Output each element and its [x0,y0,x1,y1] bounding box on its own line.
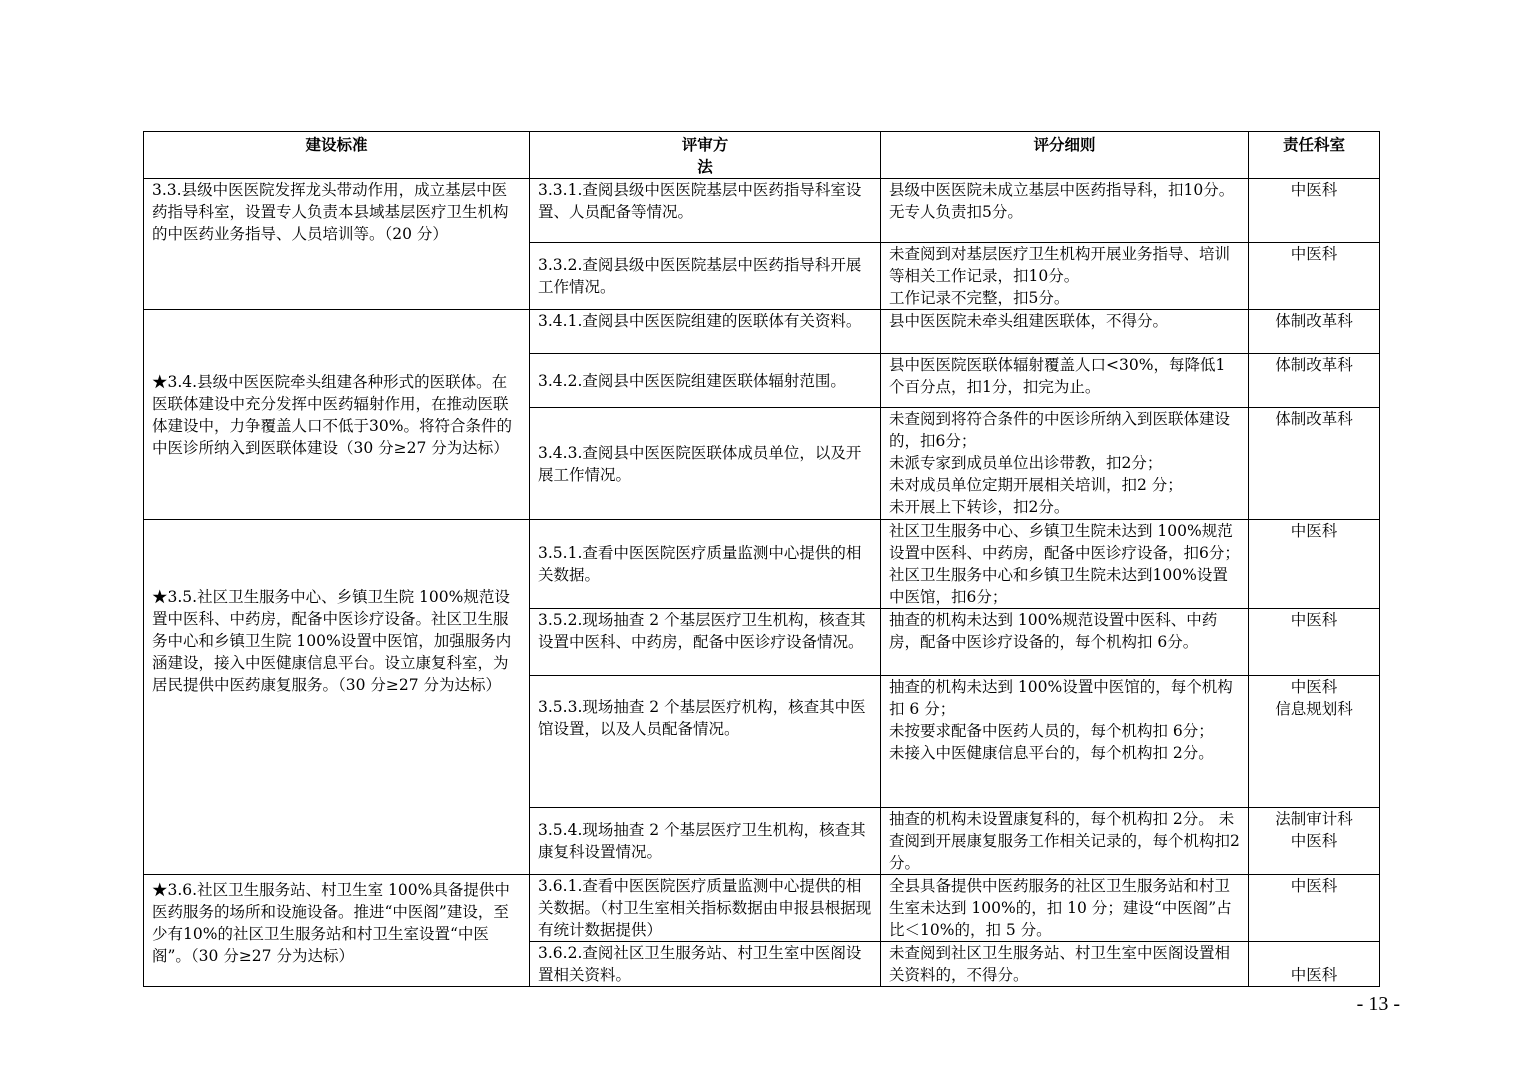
standard-cell [144,875,530,987]
standard-cell [144,179,530,310]
table-row [144,310,1380,354]
header-method: 评审方 法 [530,132,881,179]
method-cell: 3.5.3.现场抽查 2 个基层医疗机构，核查其中医馆设置，以及人员配备情况。 [530,676,881,808]
rule-cell: 抽查的机构未达到 100%规范设置中医科、中药房，配备中医诊疗设备的，每个机构扣 6分。 [881,609,1249,676]
dept-cell: 中医科 [1249,875,1380,942]
standard-text: ★3.6.社区卫生服务站、村卫生室 100%具备提供中医药服务的场所和设施设备。推进“中医阁”建设，至少有10%的社区卫生服务站和村卫生室设置“中医阁”。（30 分≥27 分为达标） [152,881,510,965]
standard-cell [144,520,530,875]
method-cell: 3.4.1.查阅县中医医院组建的医联体有关资料。 [530,310,881,354]
rule-cell: 抽查的机构未达到 100%设置中医馆的，每个机构扣 6 分； 未按要求配备中医药人员的，每个机构扣 6分； 未接入中医健康信息平台的，每个机构扣 2分。 [881,676,1249,808]
method-cell: 3.5.1.查看中医医院医疗质量监测中心提供的相关数据。 [530,520,881,609]
rule-cell: 全县具备提供中医药服务的社区卫生服务站和村卫生室未达到 100%的，扣 10 分；建设“中医阁”占比＜10%的，扣 5 分。 [881,875,1249,942]
dept-cell: 中医科 [1249,243,1380,310]
method-cell: 3.6.1.查看中医医院医疗质量监测中心提供的相关数据。（村卫生室相关指标数据由申报县根据现有统计数据提供） [530,875,881,942]
dept-cell: 法制审计科 中医科 [1249,808,1380,875]
standard-text: 3.3.县级中医医院发挥龙头带动作用，成立基层中医药指导科室，设置专人负责本县域基层医疗卫生机构的中医药业务指导、人员培训等。（20 分） [152,181,509,243]
dept-cell: 体制改革科 [1249,354,1380,408]
dept-cell: 体制改革科 [1249,310,1380,354]
method-cell: 3.5.2.现场抽查 2 个基层医疗卫生机构，核查其设置中医科、中药房，配备中医诊疗设备情况。 [530,609,881,676]
rule-cell: 未查阅到将符合条件的中医诊所纳入到医联体建设的，扣6分； 未派专家到成员单位出诊带教，扣2分； 未对成员单位定期开展相关培训，扣2 分； 未开展上下转诊，扣2分。 [881,408,1249,520]
rule-cell: 县级中医医院未成立基层中医药指导科，扣10分。 无专人负责扣5分。 [881,179,1249,243]
dept-cell: 中医科 [1249,520,1380,609]
header-dept: 责任科室 [1249,132,1380,179]
method-cell: 3.5.4.现场抽查 2 个基层医疗卫生机构，核查其康复科设置情况。 [530,808,881,875]
standard-cell [144,310,530,520]
rule-cell: 未查阅到社区卫生服务站、村卫生室中医阁设置相关资料的，不得分。 [881,942,1249,987]
dept-cell: 中医科 信息规划科 [1249,676,1380,808]
rule-cell: 县中医医院医联体辐射覆盖人口<30%，每降低1个百分点，扣1分，扣完为止。 [881,354,1249,408]
table-row [144,179,1380,243]
rule-cell: 抽查的机构未设置康复科的，每个机构扣 2分。 未查阅到开展康复服务工作相关记录的，每个机构扣2分。 [881,808,1249,875]
table-row [144,520,1380,609]
page-number: - 13 - [1356,993,1400,1015]
method-cell: 3.4.3.查阅县中医医院医联体成员单位，以及开展工作情况。 [530,408,881,520]
rule-cell: 未查阅到对基层医疗卫生机构开展业务指导、培训等相关工作记录，扣10分。 工作记录不完整，扣5分。 [881,243,1249,310]
header-standard: 建设标准 [144,132,530,179]
method-cell: 3.3.1.查阅县级中医医院基层中医药指导科室设置、人员配备等情况。 [530,179,881,243]
evaluation-table [143,131,1380,987]
method-cell: 3.6.2.查阅社区卫生服务站、村卫生室中医阁设置相关资料。 [530,942,881,987]
dept-cell: 体制改革科 [1249,408,1380,520]
method-cell: 3.4.2.查阅县中医医院组建医联体辐射范围。 [530,354,881,408]
dept-cell: 中医科 [1249,609,1380,676]
method-cell: 3.3.2.查阅县级中医医院基层中医药指导科开展工作情况。 [530,243,881,310]
standard-text: ★3.5.社区卫生服务中心、乡镇卫生院 100%规范设置中医科、中药房，配备中医诊疗设备。社区卫生服务中心和乡镇卫生院 100%设置中医馆，加强服务内涵建设，接入中医健康信息平台。设立康复科室，为居民提供中医药康复服务。（30 分≥27 分为达标） [152,588,512,694]
dept-cell: 中医科 [1249,942,1380,987]
standard-text: ★3.4.县级中医医院牵头组建各种形式的医联体。在医联体建设中充分发挥中医药辐射作用，在推动医联体建设中，力争覆盖人口不低于30%。将符合条件的中医诊所纳入到医联体建设（30 分≥27 分为达标） [152,372,512,457]
table-row [144,875,1380,942]
rule-cell: 社区卫生服务中心、乡镇卫生院未达到 100%规范设置中医科、中药房，配备中医诊疗设备，扣6分；社区卫生服务中心和乡镇卫生院未达到100%设置中医馆，扣6分； [881,520,1249,609]
rule-cell: 县中医医院未牵头组建医联体，不得分。 [881,310,1249,354]
header-rule: 评分细则 [881,132,1249,179]
header-row [144,132,1380,179]
dept-cell: 中医科 [1249,179,1380,243]
